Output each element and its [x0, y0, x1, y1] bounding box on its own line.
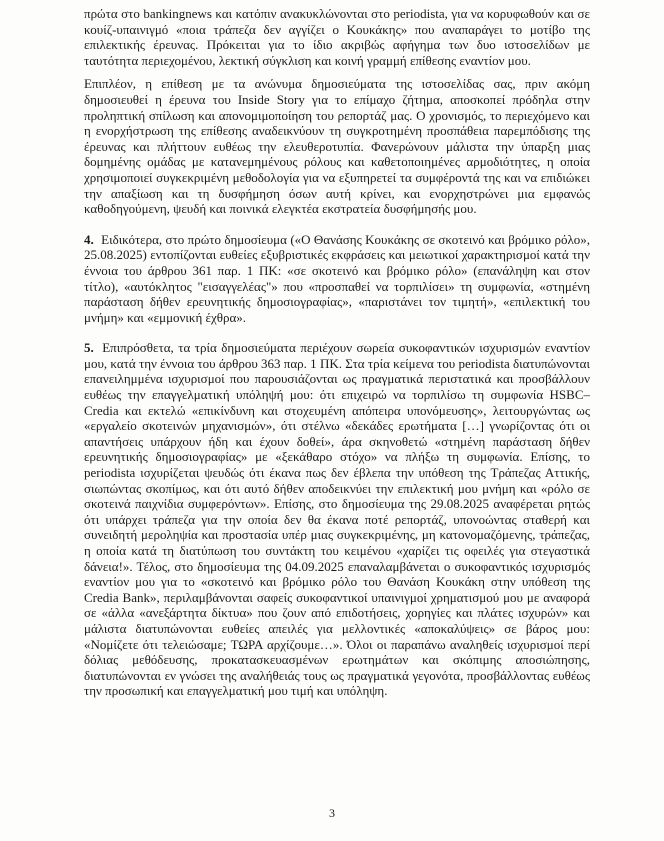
paragraph-number: 4.	[84, 231, 94, 247]
paragraph-5-defamation	[84, 340, 590, 699]
paragraph-4-insults	[84, 232, 590, 326]
paragraph-timing-attack	[84, 76, 590, 216]
page-number: 3	[329, 806, 335, 820]
document-body	[84, 6, 590, 714]
paragraph-text: Ειδικότερα, στο πρώτο δημοσίευμα («Ο Θανάσης Κουκάκης σε σκοτεινό και βρόμικο ρόλο», 25.08.2025) εντοπίζονται ευθείες εξυβριστικές εκφράσεις και μειωτικοί χαρακτηρισμοί κατά την έννοια του άρθρου 361 παρ. 1 ΠΚ: «σε σκοτεινό και βρόμικο ρόλο» (επανάληψη και στον τίτλο), «αυτόκλητος "εισαγγελέας"» που «προσπαθεί να τορπιλίσει» τη συμφωνία, «στημένη παράσταση δήθεν ερευνητικής δημοσιογραφίας», «παριστάνει τον τιμητή», «επιλεκτική του μνήμη» και «εμμονική έχθρα».	[84, 231, 590, 325]
paragraph-text: Επιπρόσθετα, τα τρία δημοσιεύματα περιέχουν σωρεία συκοφαντικών ισχυρισμών εναντίον μου, κατά την έννοια του άρθρου 363 παρ. 1 ΠΚ. Στα τρία κείμενα του periodista διατυπώνονται επανειλημμένα ισχυρισμοί που παρουσιάζονται ως πραγματικά περιστατικά και προσβάλλουν ευθέως την επαγγελματική υπόληψή μου: ότι επιχειρώ να τορπιλίσω τη συμφωνία HSBC–Credia και εκτελώ «επικίνδυνη και στοχευμένη απόπειρα υπονόμευσης», λειτουργώντας ως «εργαλείο σκοτεινών μηχανισμών», ότι στέλνω «δεκάδες ερωτήματα […] γνωρίζοντας ότι οι απαντήσεις υπάρχουν ήδη και έχουν δοθεί», άρα σκηνοθετώ «στημένη παράσταση δήθεν ερευνητικής δημοσιογραφίας» με «ξεκάθαρο στόχο» να πλήξω τη συμφωνία. Επίσης, το periodista ισχυρίζεται ψευδώς ότι έκανα πως δεν έβλεπα την υπόθεση της Τράπεζας Αττικής, σιωπώντας σκοπίμως, και ότι αυτό δήθεν αποδεικνύει την επιλεκτική μου μνήμη και «ρόλο σε σκοτεινά παιχνίδια συμφερόντων». Επίσης, στο δημοσίευμα της 29.08.2025 αναφέρεται ρητώς ότι υπάρχει τράπεζα για την οποία δεν θα έκανα ποτέ ρεπορτάζ, υπονοώντας σταθερή και συνειδητή μεροληψία και προστασία υπέρ μιας συγκεκριμένης, μη κατονομαζόμενης, τράπεζας, η οποία κατά τη διατύπωση του συντάκτη του κειμένου «χαρίζει τις οφειλές για στεγαστικά δάνεια!». Τέλος, στο δημοσίευμα της 04.09.2025 επαναλαμβάνεται ο συκοφαντικός ισχυρισμός εναντίον μου για το «σκοτεινό και βρόμικο ρόλο του Θανάση Κουκάκη στην υπόθεση της Credia Bank», περιλαμβάνονται σαφείς συκοφαντικοί υπαινιγμοί χρηματισμού μου με αναφορά σε «άλλα «ανεξάρτητα δίκτυα» που ζουν από επιδοτήσεις, χορηγίες και πλάτες ισχυρών» και μάλιστα διατυπώνονται ευθείες απειλές για μελλοντικές «αποκαλύψεις» σε βάρος μου: «Νομίζετε ότι τελειώσαμε; ΤΩΡΑ αρχίζουμε…». Όλοι οι παραπάνω αναληθείς ισχυρισμοί περί δόλιας μεθόδευσης, προκατασκευασμένων ερωτημάτων και σκόπιμης αποσιώπησης, διατυπώνονται εν γνώσει της αναλήθειάς τους ως πραγματικά γεγονότα, προσβάλλοντας ευθέως την προσωπική και επαγγελματική μου τιμή και υπόληψη.	[84, 340, 591, 699]
paragraph-continued	[84, 6, 590, 68]
paragraph-number: 5.	[84, 340, 94, 356]
paragraph-text: Επιπλέον, η επίθεση με τα ανώνυμα δημοσιεύματα της ιστοσελίδας σας, πριν ακόμη δημοσιευθεί η έρευνα του Inside Story για το επίμαχο ζήτημα, αποσκοπεί πρόδηλα στην προληπτική σπίλωση και απονομιμοποίηση του ρεπορτάζ μας. Ο χρονισμός, το περιεχόμενο και η ενορχήστρωση της επίθεσης αναδεικνύουν τη συγκροτημένη προσπάθεια παρεμπόδισης της έρευνας και πλήττουν ευθέως την ελευθεροτυπία. Φανερώνουν μάλιστα την ύπαρξη μιας δομημένης ομάδας με κατανεμημένους ρόλους και καθετοποιημένες αρμοδιότητες, η οποία χρησιμοποιεί συγκεκριμένη μεθοδολογία για να εξυπηρετεί τα συμφέροντά της και να επιδιώκει την απαξίωση και τη δυσφήμηση όσων αυτή κρίνει, και ενορχηστρώνει μια εμφανώς καθοδηγούμενη, ψευδή και ποινικά ελεγκτέα εκστρατεία δυσφήμησής μου.	[84, 76, 590, 217]
paragraph-text: πρώτα στο bankingnews και κατόπιν ανακυκλώνονται στο periodista, για να κορυφωθούν και σε κουίζ-υπαινιγμό «ποια τράπεζα δεν αγγίζει ο Κουκάκης» που αναπαράγει το μοτίβο της επιλεκτικής έρευνας. Πρόκειται για το ίδιο ακριβώς αφήγημα των δυο ιστοσελίδων με ταυτότητα περιεχομένου, λεκτική σύγκλιση και κοινή γραμμή επίθεσης εναντίον μου.	[84, 6, 590, 68]
